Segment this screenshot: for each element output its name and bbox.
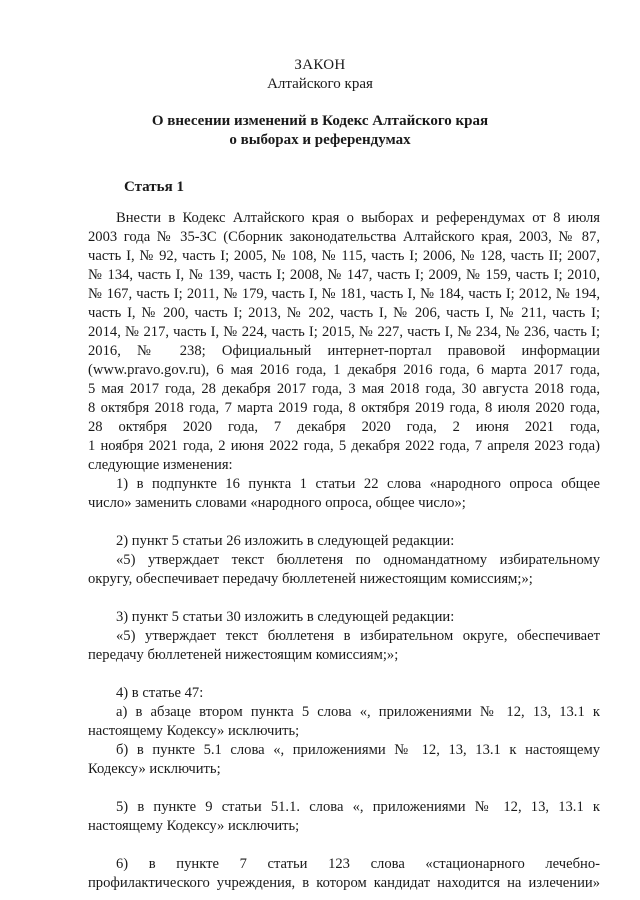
- article-text-line: № 134, часть I, № 139, часть I; 2008, № 147, часть I; 2009, № 159, часть I; 2010,: [88, 267, 600, 283]
- item-4-line-1: 4) в статье 47:: [116, 685, 204, 701]
- article-text-line: № 167, часть I; 2011, № 179, часть I, № 181, часть I, № 184, часть I; 2012, № 194,: [88, 286, 600, 302]
- article-text-line: часть I, № 92, часть I; 2005, № 108, № 115, часть I; 2006, № 128, часть II; 2007,: [88, 248, 600, 264]
- item-6-line-2: профилактического учреждения, в котором кандидат находится на излечении»: [88, 875, 600, 891]
- item-4-line-4: б) в пункте 5.1 слова «, приложениями № 12, 13, 13.1 к настоящему: [116, 742, 600, 758]
- item-2-line-1: 2) пункт 5 статьи 26 изложить в следующей редакции:: [116, 533, 455, 549]
- article-heading: Статья 1: [124, 179, 184, 195]
- item-2-line-2: «5) утверждает текст бюллетеня по одномандатному избирательному: [116, 552, 600, 568]
- article-text-line: 8 октября 2018 года, 7 марта 2019 года, 8 октября 2019 года, 8 июля 2020 года,: [88, 400, 600, 416]
- article-text-line: 2003 года № 35-ЗС (Сборник законодательства Алтайского края, 2003, № 87,: [88, 229, 600, 245]
- item-3-line-2: «5) утверждает текст бюллетеня в избирательном округе, обеспечивает: [116, 628, 600, 644]
- item-3-line-3: передачу бюллетеней нижестоящим комиссиям;»;: [88, 647, 399, 663]
- article-text-line: 28 октября 2020 года, 7 декабря 2020 года, 2 июня 2021 года,: [88, 419, 600, 435]
- item-6-line-1: 6) в пункте 7 статьи 123 слова «стационарного лечебно-: [116, 856, 600, 872]
- law-label: ЗАКОН: [294, 57, 346, 73]
- item-3-line-1: 3) пункт 5 статьи 30 изложить в следующей редакции:: [116, 609, 455, 625]
- law-title-line-2: о выборах и референдумах: [229, 132, 411, 148]
- article-text-line: (www.pravo.gov.ru), 6 мая 2016 года, 1 декабря 2016 года, 6 марта 2017 года,: [88, 362, 600, 378]
- article-text-line: 2014, № 217, часть I, № 224, часть I; 2015, № 227, часть I, № 234, № 236, часть I;: [88, 324, 600, 340]
- item-1-line-2: число» заменить словами «народного опроса, общее число»;: [88, 495, 466, 511]
- item-5-line-1: 5) в пункте 9 статьи 51.1. слова «, приложениями № 12, 13, 13.1 к: [116, 799, 600, 815]
- item-5-line-2: настоящему Кодексу» исключить;: [88, 818, 300, 834]
- article-text-line: 5 мая 2017 года, 28 декабря 2017 года, 3 мая 2018 года, 30 августа 2018 года,: [88, 381, 600, 397]
- item-4-line-5: Кодексу» исключить;: [88, 761, 221, 777]
- item-2-line-3: округу, обеспечивает передачу бюллетеней нижестоящим комиссиям;»;: [88, 571, 533, 587]
- item-4-line-3: настоящему Кодексу» исключить;: [88, 723, 300, 739]
- article-text-line: Внести в Кодекс Алтайского края о выборах и референдумах от 8 июля: [116, 210, 600, 226]
- article-text-line: часть I, № 200, часть I; 2013, № 202, часть I, № 206, часть I, № 211, часть I;: [88, 305, 600, 321]
- law-title-line-1: О внесении изменений в Кодекс Алтайского края: [151, 113, 489, 129]
- article-text-line: 2016, № 238; Официальный интернет-портал правовой информации: [88, 343, 600, 359]
- article-text-line: 1 ноября 2021 года, 2 июня 2022 года, 5 декабря 2022 года, 7 апреля 2023 года): [88, 438, 600, 454]
- item-4-line-2: а) в абзаце втором пункта 5 слова «, приложениями № 12, 13, 13.1 к: [116, 704, 600, 720]
- item-1-line-1: 1) в подпункте 16 пункта 1 статьи 22 слова «народного опроса общее: [116, 476, 600, 492]
- article-text-line: следующие изменения:: [88, 457, 233, 473]
- region-label: Алтайского края: [267, 76, 373, 92]
